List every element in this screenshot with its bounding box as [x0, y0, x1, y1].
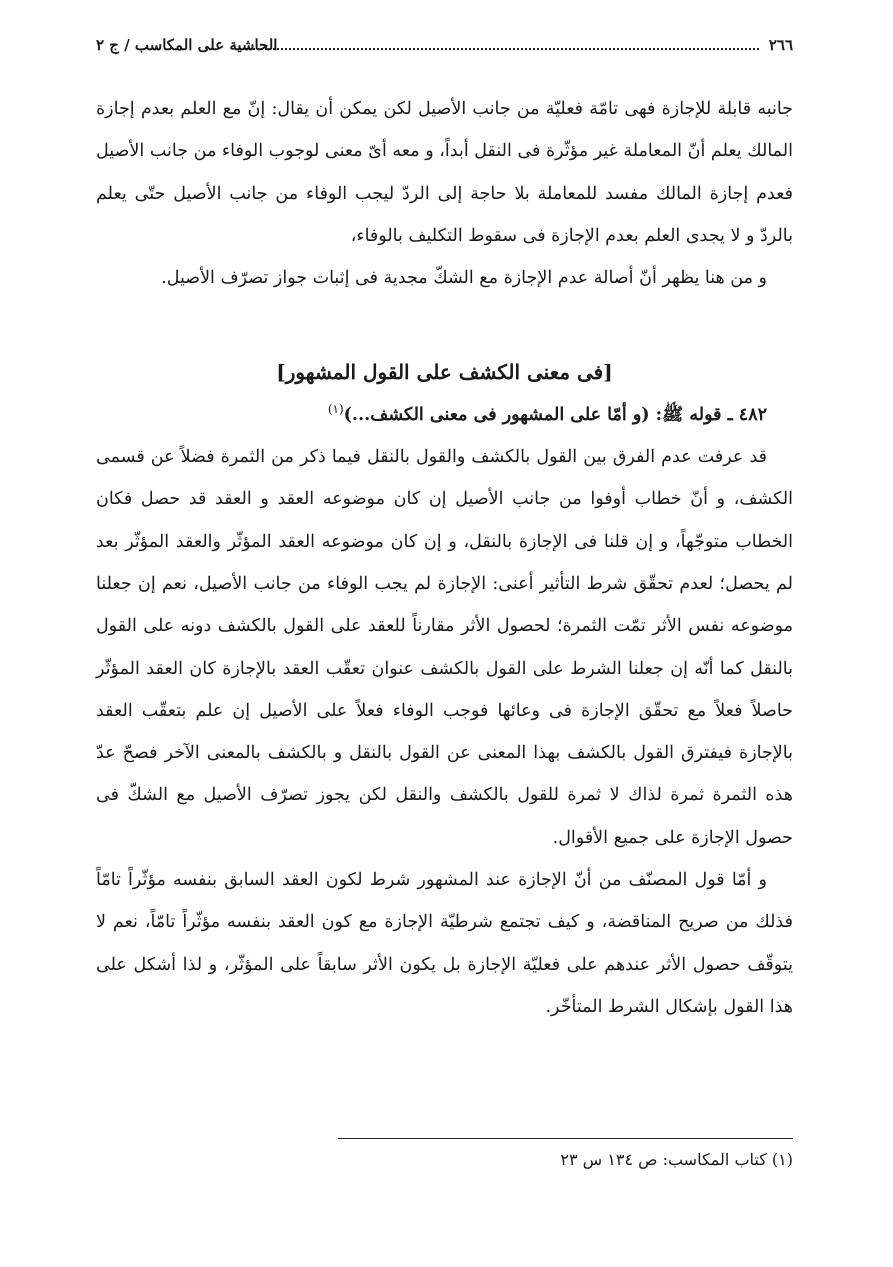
paragraph-4: و أمّا قول المصنّف من أنّ الإجازة عند المشهور شرط لكون العقد السابق بنفسه مؤثّراً تامّاً فذلك من صريح المناقضة، و كيف تجتمع شرطيّة الإجازة مع كون العقد بنفسه مؤثّراً تامّاً، نعم لا يتوقّف حصول الأثر عندهم على فعليّة الإجازة بل يكون الأثر سابقاً على المؤثّر، و لذا أشكل على هذا القول بإشكال الشرط المتأخّر. [96, 870, 793, 1017]
section-heading: [فى معنى الكشف على القول المشهور] [276, 360, 613, 385]
footnote: (١) كتاب المكاسب: ص ١٣٤ س ٢٣ [560, 1150, 793, 1169]
footnote-rule [338, 1138, 793, 1139]
running-title: الحاشية على المكاسب / ج ٢ [96, 36, 278, 54]
running-header [96, 36, 793, 62]
item-heading-line [96, 394, 793, 436]
footnote-marker: (١) [327, 401, 344, 416]
paragraph-2: و من هنا يظهر أنّ أصالة عدم الإجازة مع الشكّ مجدية فى إثبات جواز تصرّف الأصيل. [161, 268, 767, 289]
paragraph-1: جانبه قابلة للإجازة فهى تامّة فعليّة من جانب الأصيل لكن يمكن أن يقال: إنّ مع العلم بعدم إجازة المالك يعلم أنّ المعاملة غير مؤثّرة فى النقل أبداً، و معه أىّ معنى لوجوب الوفاء من جانب الأصيل فعدم إجازة المالك مفسد للمعاملة بلا حاجة إلى الردّ ليجب الوفاء من جانب الأصيل حتّى يعلم بالردّ و لا يجدى العلم بعدم الإجازة فى سقوط التكليف بالوفاء، [96, 99, 793, 246]
item-title: ٤٨٢ ـ قوله ﷺ: (و أمّا على المشهور فى معنى الكشف...) [343, 404, 767, 425]
header-leader-dots [246, 48, 759, 50]
paragraph-3: قد عرفت عدم الفرق بين القول بالكشف والقول بالنقل فيما ذكر من الثمرة فضلاً عن قسمى الكشف، و أنّ خطاب أوفوا من جانب الأصيل إن كان موضوعه العقد و العقد قد حصل فكان الخطاب متوجّهاً، و إن قلنا فى الإجازة بالنقل، و إن كان موضوعه العقد المؤثّر والعقد المؤثّر بعد لم يحصل؛ لعدم تحقّق شرط التأثير أعنى: الإجازة لم يجب الوفاء من جانب الأصيل، نعم إن جعلنا موضوعه نفس الأثر تمّت الثمرة؛ لحصول الأثر مقارناً للعقد على القول بالكشف دونه على القول بالنقل كما أنّه إن جعلنا الشرط على القول بالكشف عنوان تعقّب العقد بالإجازة كان العقد المؤثّر حاصلاً فعلاً مع تحقّق الإجازة فى وعائها فوجب الوفاء فعلاً على الأصيل إن علم بتعقّب العقد بالإجازة فيفترق القول بالكشف بهذا المعنى عن القول بالنقل و بالكشف بالمعنى الآخر فصحّ عدّ هذه الثمرة ثمرة لذاك لا ثمرة للقول بالكشف والنقل لكن يجوز تصرّف الأصيل مع الشكّ فى حصول الإجازة على جميع الأقوال. [96, 447, 793, 848]
page-body [96, 88, 793, 1028]
page-number: ٢٦٦ [768, 36, 793, 54]
